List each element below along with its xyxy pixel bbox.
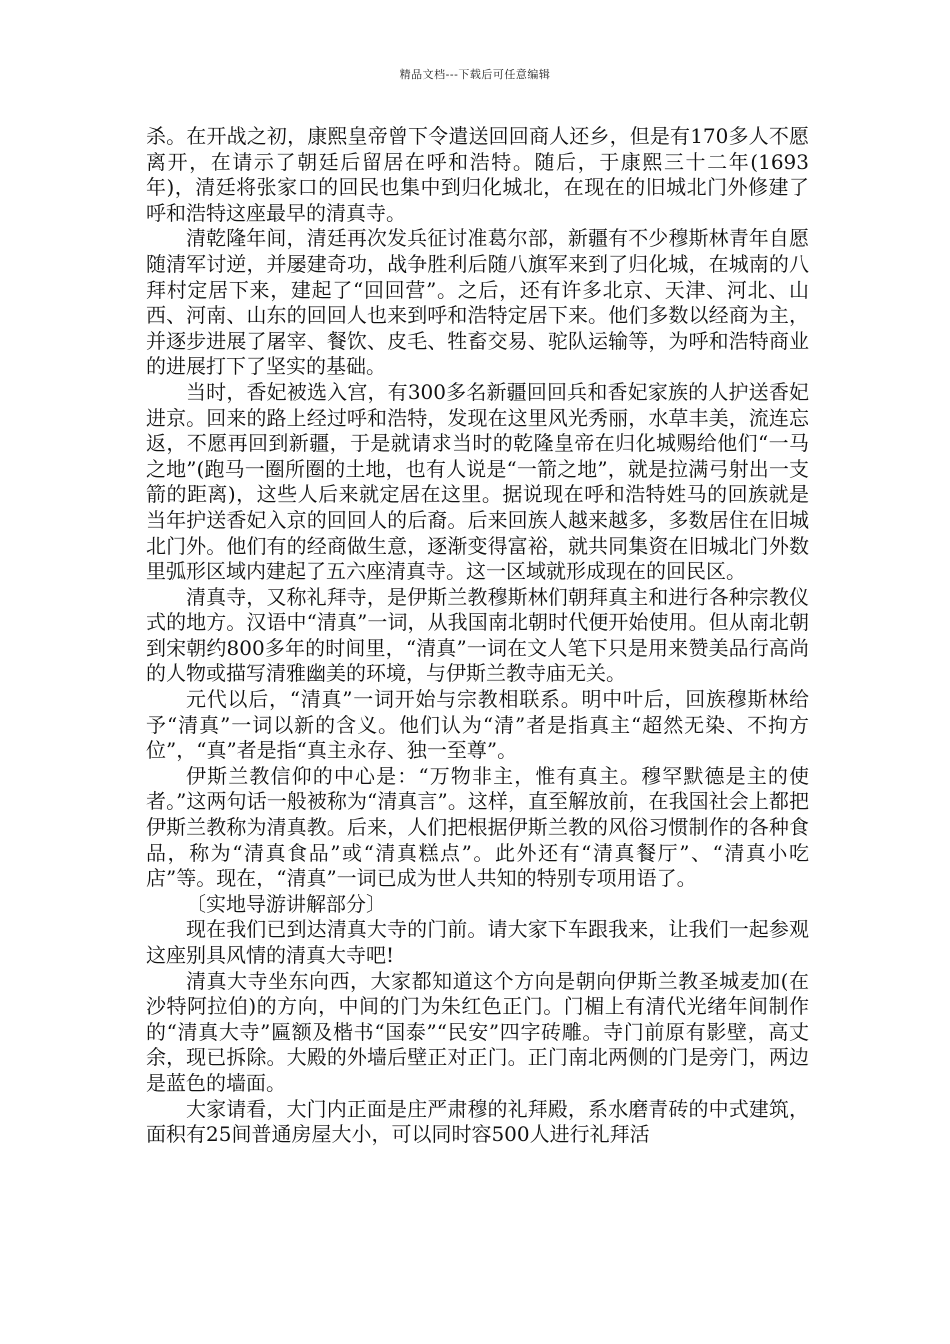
paragraph: 清真寺，又称礼拜寺，是伊斯兰教穆斯林们朝拜真主和进行各种宗教仪式的地方。汉语中“清真”一词，从我国南北朝时代便开始使用。但从南北朝到宋朝约800多年的时间里，“清真”一词在文人笔下只是用来赞美品行高尚的人物或描写清雅幽美的环境，与伊斯兰教寺庙无关。 xyxy=(146,584,809,686)
paragraph: 清乾隆年间，清廷再次发兵征讨准葛尔部，新疆有不少穆斯林青年自愿随清军讨逆，并屡建奇功，战争胜利后随八旗军来到了归化城，在城南的八拜村定居下来，建起了“回回营”。之后，还有许多北京、天津、河北、山西、河南、山东的回回人也来到呼和浩特定居下来。他们多数以经商为主，并逐步进展了屠宰、餐饮、皮毛、牲畜交易、驼队运输等，为呼和浩特商业的进展打下了坚实的基础。 xyxy=(146,226,809,379)
document-body xyxy=(146,124,809,1148)
paragraph: 当时，香妃被选入宫，有300多名新疆回回兵和香妃家族的人护送香妃进京。回来的路上经过呼和浩特，发现在这里风光秀丽，水草丰美，流连忘返，不愿再回到新疆，于是就请求当时的乾隆皇帝在归化城赐给他们“一马之地”(跑马一圈所圈的土地，也有人说是“一箭之地”，就是拉满弓射出一支箭的距离)，这些人后来就定居在这里。据说现在呼和浩特姓马的回族就是当年护送香妃入京的回回人的后裔。后来回族人越来越多，多数居住在旧城北门外。他们有的经商做生意，逐渐变得富裕，就共同集资在旧城北门外数里弧形区域内建起了五六座清真寺。这一区域就形成现在的回民区。 xyxy=(146,379,809,584)
page-header: 精品文档---下载后可任意编辑 xyxy=(399,68,551,81)
paragraph: 清真大寺坐东向西，大家都知道这个方向是朝向伊斯兰教圣城麦加(在沙特阿拉伯)的方向，中间的门为朱红色正门。门楣上有清代光绪年间制作的“清真大寺”匾额及楷书“国泰”“民安”四字砖雕。寺门前原有影壁，高丈余，现已拆除。大殿的外墙后壁正对正门。正门南北两侧的门是旁门，两边是蓝色的墙面。 xyxy=(146,968,809,1095)
paragraph: 大家请看，大门内正面是庄严肃穆的礼拜殿，系水磨青砖的中式建筑，面积有25间普通房屋大小，可以同时容500人进行礼拜活 xyxy=(146,1096,809,1147)
paragraph: 伊斯兰教信仰的中心是：“万物非主，惟有真主。穆罕默德是主的使者。”这两句话一般被称为“清真言”。这样，直至解放前，在我国社会上都把伊斯兰教称为清真教。后来，人们把根据伊斯兰教的风俗习惯制作的各种食品，称为“清真食品”或“清真糕点”。此外还有“清真餐厅”、“清真小吃店”等。现在，“清真”一词已成为世人共知的特别专项用语了。 xyxy=(146,763,809,891)
paragraph: 元代以后，“清真”一词开始与宗教相联系。明中叶后，回族穆斯林给予“清真”一词以新的含义。他们认为“清”者是指真主“超然无染、不拘方位”，“真”者是指“真主永存、独一至尊”。 xyxy=(146,687,809,763)
section-heading: 〔实地导游讲解部分〕 xyxy=(186,891,386,916)
paragraph: 现在我们已到达清真大寺的门前。请大家下车跟我来，让我们一起参观这座别具风情的清真大寺吧! xyxy=(146,917,809,967)
paragraph: 杀。在开战之初，康熙皇帝曾下令遣送回回商人还乡，但是有170多人不愿离开，在请示了朝廷后留居在呼和浩特。随后，于康熙三十二年(1693年)，清廷将张家口的回民也集中到归化城北，在现在的旧城北门外修建了呼和浩特这座最早的清真寺。 xyxy=(146,124,809,225)
